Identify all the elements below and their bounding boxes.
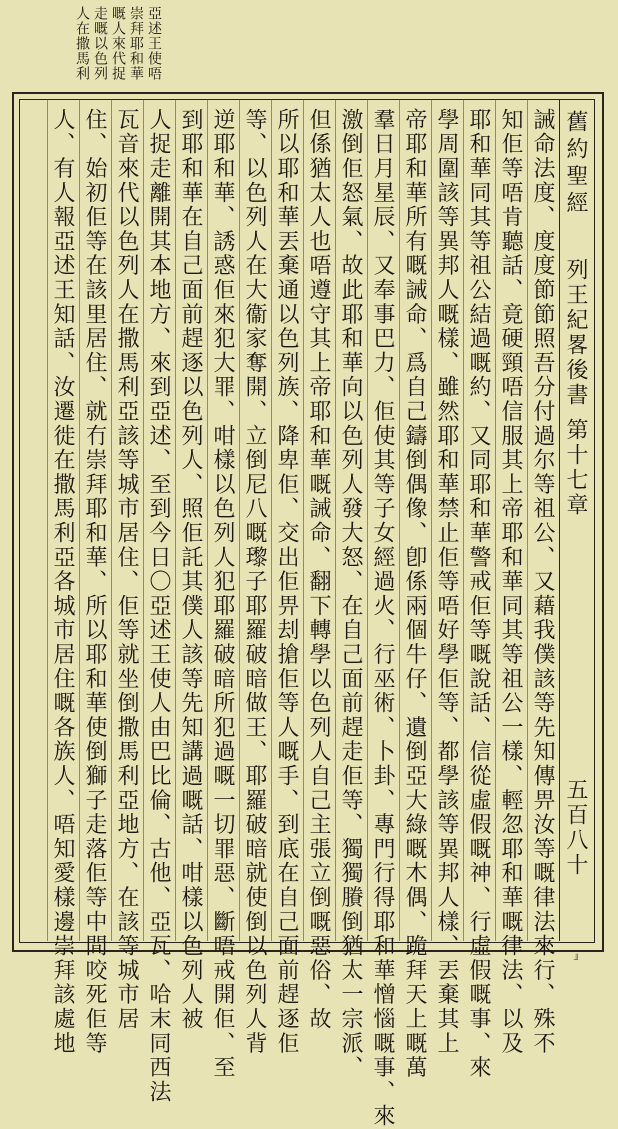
margin-note: 人在撒馬利: [74, 6, 90, 81]
column-rule: [239, 99, 240, 941]
column-rule: [399, 99, 400, 941]
column-rule: [47, 99, 48, 941]
column-rule: [207, 99, 208, 941]
body-column: 到耶和華在自己面前趕逐以色列人、照佢託其僕人該等先知講過嘅話、咁樣以色列人被: [178, 108, 203, 1032]
margin-note: 走嘅以色列: [92, 6, 108, 81]
body-column: 人捉走離開其本地方、來到亞述、至到今日〇亞述王使人由巴比倫、古他、亞瓦、哈末同西法: [146, 108, 171, 1105]
body-column: 等、以色列人在大衞家奪開、立倒尼八嘅瓈子耶羅破暗做王、耶羅破暗就使倒以色列人背: [242, 108, 267, 1056]
body-column: 但係猶太人也唔遵守其上帝耶和華嘅誡命、翻下轉學以色列人自己主張立倒嘅惡俗、故: [306, 108, 331, 1032]
column-rule: [79, 99, 80, 941]
body-column: 人、有人報亞述王知話、汝遷徙在撒馬利亞各城市居住嘅各族人、唔知愛樣邊崇拜該處地: [50, 108, 75, 1056]
column-rule: [431, 99, 432, 941]
body-column: 學周圍該等異邦人嘅樣、雖然耶和華禁止佢等唔好學佢等、都學該等異邦人樣、丟棄其上: [434, 108, 459, 1056]
column-rule: [463, 99, 464, 941]
column-rule: [367, 99, 368, 941]
column-rule: [111, 99, 112, 941]
body-column: 耶和華同其等祖公結過嘅約、又同耶和華警戒佢等嘅說話、信從虛假嘅神、行虛假嘅事、來: [466, 108, 491, 1080]
body-column: 瓦音來代以色列人在撒馬利亞該等城市居住、佢等就坐倒撒馬利亞地方、在該等城市居: [114, 108, 139, 1032]
book-title: 舊約聖經: [563, 110, 588, 218]
body-column: 住、始初佢等在該里居住、就冇崇拜耶和華、所以耶和華使倒獅子走落佢等中間咬死佢等: [82, 108, 107, 1056]
page-mark: ╜: [574, 955, 581, 966]
margin-note: 亞述王使唔: [146, 6, 162, 81]
header-divider: [559, 99, 560, 941]
column-rule: [527, 99, 528, 941]
body-column: 激倒佢怒氣、故此耶和華向以色列人發大怒、在自己面前趕走佢等、獨獨賸倒猶太一宗派、: [338, 108, 363, 1080]
column-rule: [175, 99, 176, 941]
section-title: 列王紀畧後書: [563, 258, 588, 408]
body-column: 逆耶和華、誘惑佢來犯大罪、咁樣以色列人犯耶羅破暗所犯過嘅一切罪惡、斷唔戒開佢、至: [210, 108, 235, 1080]
column-rule: [335, 99, 336, 941]
body-column: 誡命法度、度度節節照吾分付過尔等祖公、又藉我僕該等先知傳畀汝等嘅律法來行、殊不: [530, 108, 555, 1056]
column-rule: [303, 99, 304, 941]
page-number: 五百八十: [563, 778, 588, 878]
column-rule: [143, 99, 144, 941]
body-column: 帝耶和華所有嘅誡命、爲自己鑄倒偶像、卽係兩個牛仔、遺倒亞大綠嘅木偶、跪拜天上嘅萬: [402, 108, 427, 1080]
body-column: 知佢等唔肯聽話、竟硬頸唔信服其上帝耶和華同其等祖公一樣、輕忽耶和華嘅律法、以及: [498, 108, 523, 1056]
column-rule: [271, 99, 272, 941]
margin-note: 崇拜耶和華: [128, 6, 144, 81]
margin-note: 嘅人來代捉: [110, 6, 126, 81]
body-column: 所以耶和華丟棄通以色列族、降卑佢、交出佢畀刦搶佢等人嘅手、到底在自己面前趕逐佢: [274, 108, 299, 1056]
column-rule: [495, 99, 496, 941]
body-column: 羣日月星辰、又奉事巴力、佢使其等子女經過火、行巫術、卜卦、專門行得耶和華憎惱嘅事、來: [370, 108, 395, 1129]
chapter-title: 第十七章: [563, 418, 588, 518]
